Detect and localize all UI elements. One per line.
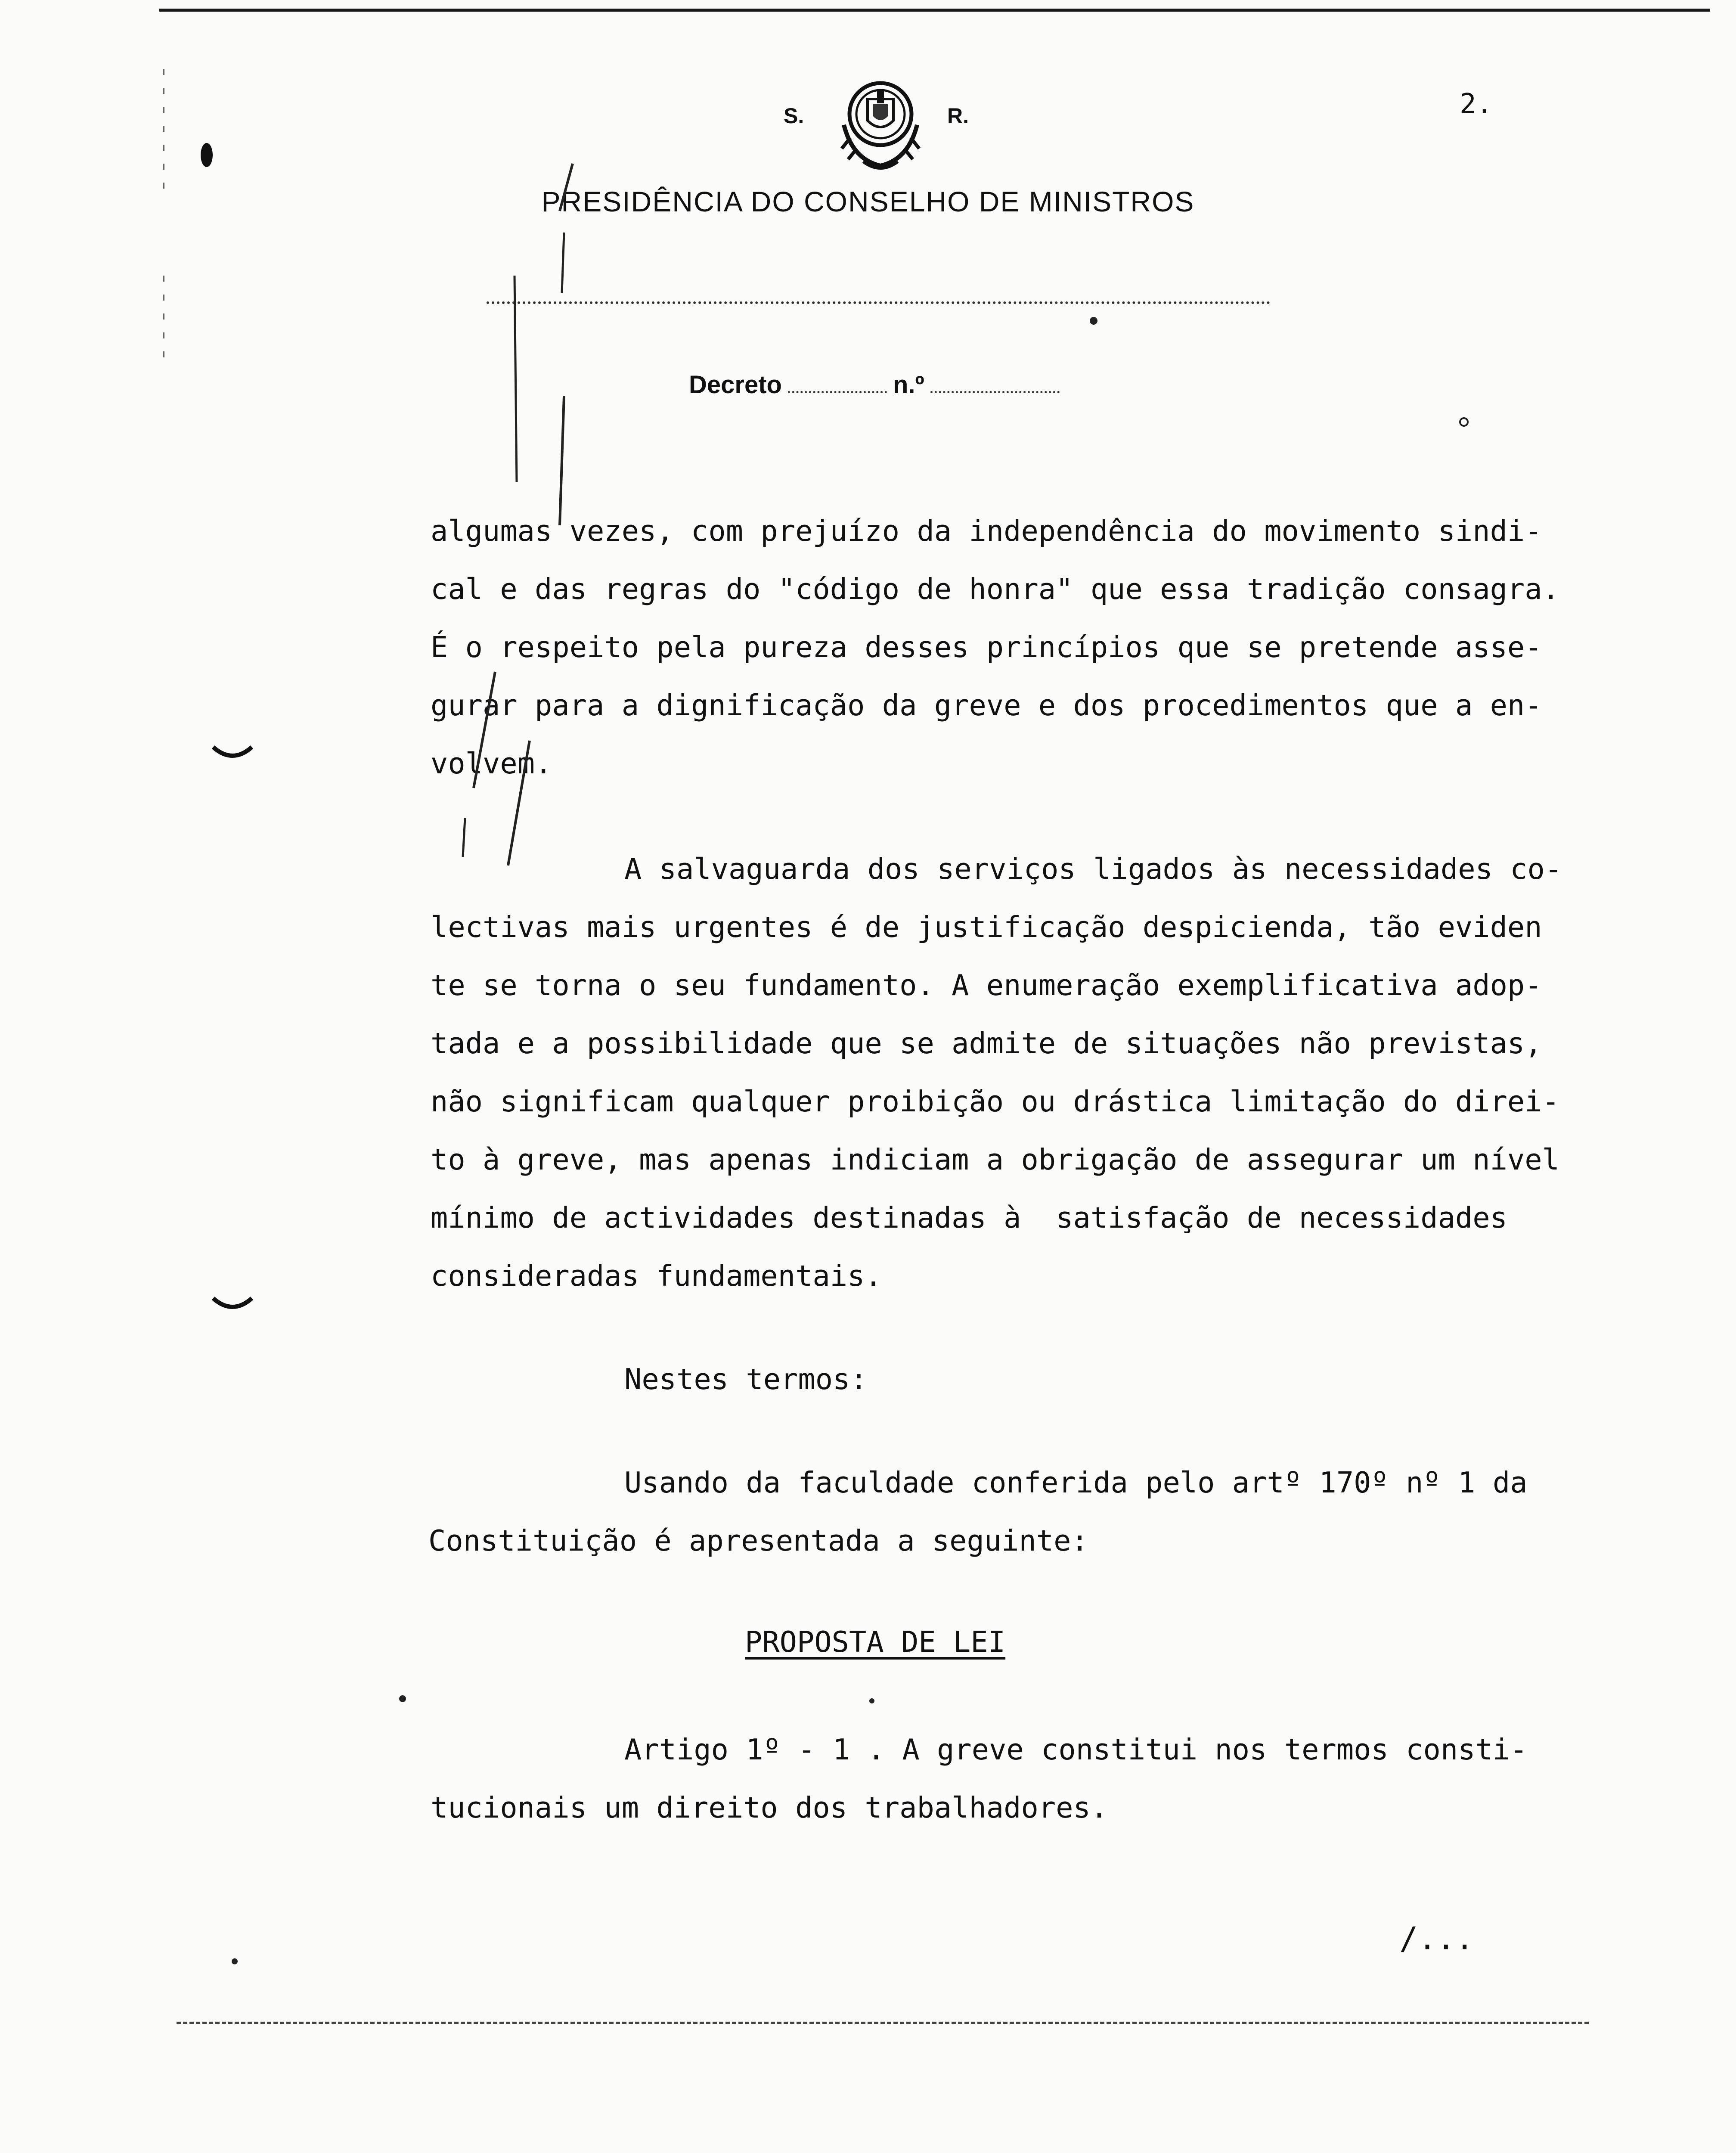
paragraph-line: lectivas mais urgentes é de justificação despicienda, tão eviden: [431, 910, 1542, 944]
paragraph-line: consideradas fundamentais.: [431, 1259, 882, 1293]
paragraph-line: volvem.: [431, 747, 552, 780]
continuation-mark: /...: [1399, 1920, 1474, 1957]
paragraph-line: não significam qualquer proibição ou drástica limitação do direi-: [431, 1085, 1559, 1118]
decree-label: Decreto: [689, 371, 782, 399]
paragraph-line: Constituição é apresentada a seguinte:: [428, 1524, 1088, 1557]
page-number: 2.: [1460, 88, 1493, 120]
article-line: Artigo 1º - 1 . A greve constitui nos termos consti-: [624, 1733, 1528, 1766]
terms-heading: Nestes termos:: [624, 1362, 868, 1396]
article-line: tucionais um direito dos trabalhadores.: [431, 1791, 1108, 1824]
decree-number-label: n.º: [893, 371, 924, 399]
paragraph-line: to à greve, mas apenas indiciam a obrigação de assegurar um nível: [431, 1143, 1559, 1176]
paragraph-line: algumas vezes, com prejuízo da independência do movimento sindi-: [431, 514, 1542, 548]
paragraph-line: gurar para a dignificação da greve e dos procedimentos que a en-: [431, 689, 1542, 722]
paragraph-line: cal e das regras do "código de honra" que essa tradição consagra.: [431, 572, 1559, 606]
emblem-letter-s: S.: [784, 104, 804, 128]
proposal-title: PROPOSTA DE LEI: [745, 1625, 1006, 1659]
paragraph-line: É o respeito pela pureza desses princípios que se pretende asse-: [431, 630, 1542, 664]
institution-heading: PRESIDÊNCIA DO CONSELHO DE MINISTROS: [541, 186, 1195, 217]
emblem-letter-r: R.: [947, 104, 969, 128]
paragraph-line: mínimo de actividades destinadas à satisfação de necessidades: [431, 1201, 1507, 1235]
paragraph-line: tada e a possibilidade que se admite de situações não previstas,: [431, 1027, 1542, 1060]
paragraph-line: A salvaguarda dos serviços ligados às necessidades co-: [624, 852, 1562, 886]
paragraph-line: te se torna o seu fundamento. A enumeração exemplificativa adop-: [431, 968, 1542, 1002]
paragraph-line: Usando da faculdade conferida pelo artº 170º nº 1 da: [624, 1466, 1528, 1499]
